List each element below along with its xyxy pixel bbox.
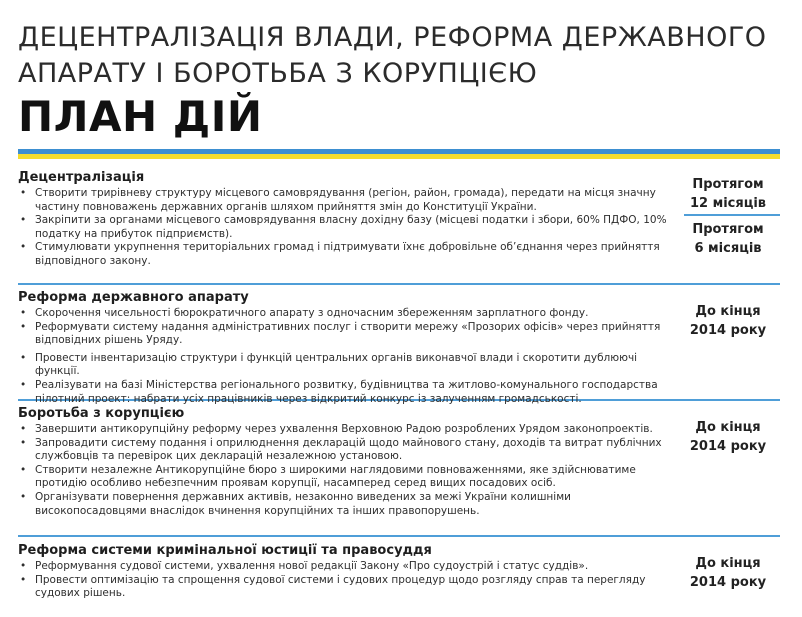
bullet-item: • Скорочення чисельності бюрократичного апарату з одночасним збереженням зарплатного фонду. <box>18 307 670 321</box>
header-title-line-1: ДЕЦЕНТРАЛІЗАЦІЯ ВЛАДИ, РЕФОРМА ДЕРЖАВНОГО <box>18 22 767 53</box>
deadline-end-2014 <box>688 418 768 456</box>
deadline-line-2: 6 місяців <box>694 241 762 256</box>
deadline-12-months <box>688 175 768 213</box>
deadline-line-2: 12 місяців <box>689 196 767 211</box>
deadline-line-1: До кінця <box>695 304 761 319</box>
deadline-divider <box>684 214 780 216</box>
section-criminal-justice-reform <box>18 543 780 613</box>
bullet-item: • Організувати повернення державних активів, незаконно виведених за межі України колишніми високопосадовцями внаслідок вчинення корупційних та інших правопорушень. <box>18 491 670 518</box>
section-title: Реформа державного апарату <box>18 290 249 305</box>
section-state-apparatus-reform <box>18 290 780 405</box>
bullet-list <box>18 307 670 406</box>
flag-stripe-yellow <box>18 154 780 159</box>
header-title-line-2: АПАРАТУ І БОРОТЬБА З КОРУПЦІЄЮ <box>18 58 538 89</box>
bullet-item: • Створити трирівневу структуру місцевого самоврядування (регіон, район, громада), передати на місця значну частину повноважень державних органів шляхом прийняття змін до Конституції України. <box>18 187 670 214</box>
deadline-end-2014 <box>688 554 768 592</box>
section-title: Боротьба з корупцією <box>18 406 185 421</box>
section-title: Реформа системи кримінальної юстиції та правосуддя <box>18 543 432 558</box>
deadline-line-2: 2014 року <box>689 439 767 454</box>
section-decentralization <box>18 170 780 285</box>
deadline-line-1: До кінця <box>695 556 761 571</box>
deadline-line-2: 2014 року <box>689 323 767 338</box>
bullet-item: • Провести оптимізацію та спрощення судової системи і судових процедур щодо розгляду справ та перегляду судових рішень. <box>18 574 670 601</box>
bullet-item: • Провести інвентаризацію структури і функцій центральних органів виконавчої влади і скоротити дублюючі функції. <box>18 352 670 379</box>
bullet-item: • Реформувати систему надання адміністративних послуг і створити мережу «Прозорих офісів» через прийняття відповідних рішень Уряду. <box>18 321 670 348</box>
bullet-list <box>18 187 670 269</box>
bullet-item: • Реформування судової системи, ухвалення нової редакції Закону «Про судоустрій і статус суддів». <box>18 560 670 574</box>
plan-heading: ПЛАН ДІЙ <box>18 92 263 141</box>
bullet-item: • Стимулювати укрупнення територіальних громад і підтримувати їхнє добровільне об’єднання через прийняття відповідного закону. <box>18 241 670 268</box>
bullet-list <box>18 423 670 518</box>
bullet-item: • Завершити антикорупційну реформу через ухвалення Верховною Радою розроблених Урядом законопроектів. <box>18 423 670 437</box>
bullet-list <box>18 560 670 601</box>
bullet-item: • Реалізувати на базі Міністерства регіонального розвитку, будівництва та житлово-комунального господарства пілотний проект: набрати усіх працівників через відкритий конкурс із залученням громадськості. <box>18 379 670 406</box>
bullet-item: • Закріпити за органами місцевого самоврядування власну дохідну базу (місцеві податки і збори, 60% ПДФО, 10% податку на прибуток підприємств). <box>18 214 670 241</box>
section-title: Децентралізація <box>18 170 145 185</box>
deadline-line-2: 2014 року <box>689 575 767 590</box>
bullet-item: • Створити незалежне Антикорупційне бюро з широкими наглядовими повноваженнями, яке здійснюватиме протидію особливо небезпечним проявам корупції, насамперед серед вищих посадових осіб. <box>18 464 670 491</box>
deadline-6-months <box>688 220 768 258</box>
deadline-line-1: До кінця <box>695 420 761 435</box>
deadline-line-1: Протягом <box>692 222 764 237</box>
section-anti-corruption <box>18 406 780 537</box>
bullet-item: • Запровадити систему подання і оприлюднення декларацій щодо майнового стану, доходів та витрат публічних службовців та перевірок цих декларацій незалежною установою. <box>18 437 670 464</box>
deadline-line-1: Протягом <box>692 177 764 192</box>
deadline-end-2014 <box>688 302 768 340</box>
